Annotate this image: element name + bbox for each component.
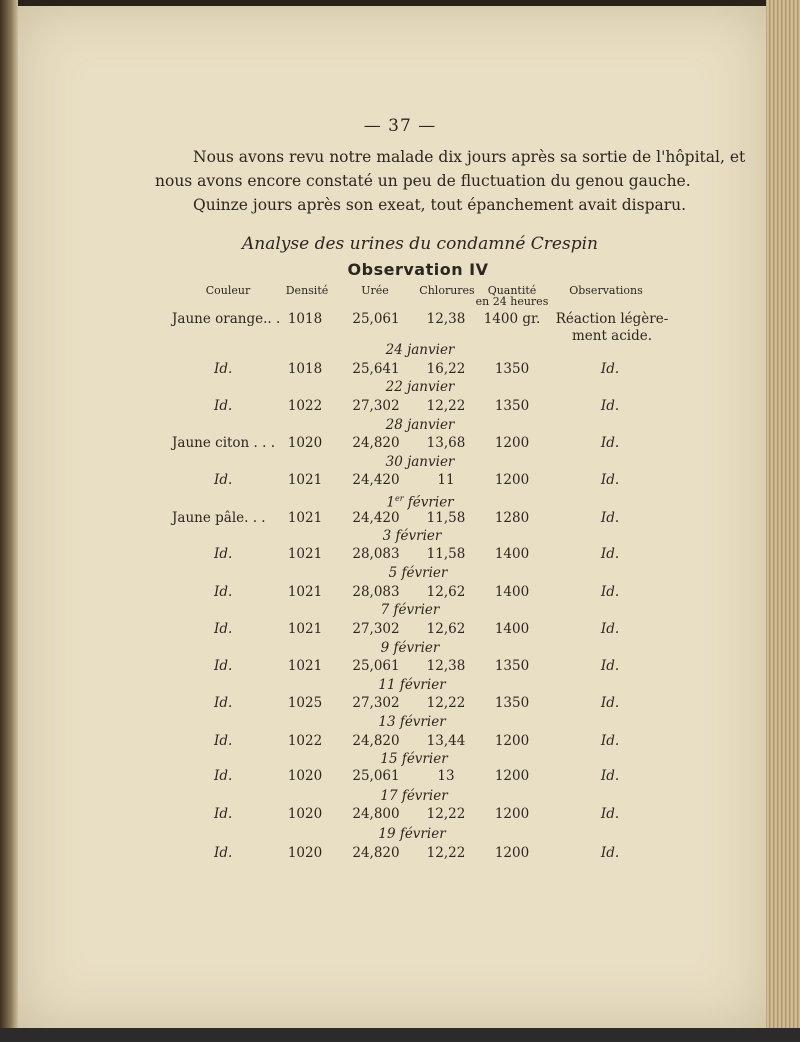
page-number: — 37 — (363, 116, 437, 136)
cell-densite: 1020 (287, 768, 323, 784)
cell-observations: Id. (600, 845, 620, 861)
cell-densite: 1021 (287, 546, 323, 562)
cell-observations: Id. (600, 621, 620, 637)
cell-observations: Id. (600, 768, 620, 784)
date-label: 15 février (380, 751, 448, 767)
cell-observations: Id. (600, 361, 620, 377)
cell-uree: 25,061 (352, 658, 400, 674)
cell-uree: 28,083 (352, 584, 400, 600)
cell-densite: 1022 (287, 733, 323, 749)
cell-densite: 1020 (287, 435, 323, 451)
date-label: 24 janvier (385, 342, 455, 358)
cell-couleur: Id. (214, 733, 233, 749)
cell-densite: 1021 (287, 584, 323, 600)
cell-couleur: Id. (214, 546, 233, 562)
col-header-observations: Observations (569, 284, 643, 297)
cell-densite: 1020 (287, 806, 323, 822)
cell-couleur: Id. (214, 768, 233, 784)
cell-quantite: 1200 (494, 768, 530, 784)
cell-chlorures: 12,62 (426, 621, 466, 637)
col-header-quantite-line2: en 24 heures (475, 295, 549, 308)
cell-observations: Id. (600, 733, 620, 749)
cell-chlorures: 11,58 (426, 510, 466, 526)
date-ordinal: er (394, 494, 404, 503)
cell-observations: Id. (600, 435, 620, 451)
cell-densite: 1021 (287, 658, 323, 674)
cell-chlorures: 12,22 (426, 806, 466, 822)
cell-chlorures: 13,44 (426, 733, 466, 749)
cell-chlorures: 13,68 (426, 435, 466, 451)
cell-quantite: 1200 (494, 472, 530, 488)
cell-couleur: Id. (214, 472, 233, 488)
cell-uree: 27,302 (352, 621, 400, 637)
cell-uree: 25,061 (352, 311, 400, 327)
cell-couleur: Jaune orange.. . (172, 311, 281, 327)
cell-chlorures: 12,22 (426, 398, 466, 414)
cell-observations: Réaction légère- (555, 311, 669, 327)
cell-quantite: 1350 (494, 658, 530, 674)
cell-chlorures: 12,38 (426, 311, 466, 327)
book-gutter (0, 0, 18, 1042)
cell-quantite: 1350 (494, 398, 530, 414)
date-label (386, 491, 453, 511)
cell-uree: 24,820 (352, 845, 400, 861)
cell-quantite: 1200 (494, 845, 530, 861)
date-label: 3 février (382, 528, 442, 544)
cell-uree: 25,061 (352, 768, 400, 784)
cell-uree: 25,641 (352, 361, 400, 377)
intro-paragraph (155, 145, 746, 217)
col-header-densite: Densité (285, 284, 329, 297)
cell-uree: 24,820 (352, 435, 400, 451)
cell-observations: Id. (600, 695, 620, 711)
cell-uree: 28,083 (352, 546, 400, 562)
cell-quantite: 1350 (494, 361, 530, 377)
cell-chlorures: 16,22 (426, 361, 466, 377)
cell-densite: 1021 (287, 510, 323, 526)
cell-observations: Id. (600, 510, 620, 526)
cell-couleur: Id. (214, 695, 233, 711)
cell-uree: 24,420 (352, 510, 400, 526)
cell-quantite: 1200 (494, 733, 530, 749)
cell-densite: 1022 (287, 398, 323, 414)
date-label: 9 février (380, 640, 440, 656)
paragraph-line: nous avons encore constaté un peu de fluctuation du genou gauche. (155, 172, 691, 190)
cell-chlorures: 11,58 (426, 546, 466, 562)
cell-quantite: 1200 (494, 435, 530, 451)
cell-densite: 1018 (287, 311, 323, 327)
cell-densite: 1021 (287, 472, 323, 488)
date-label: 28 janvier (385, 417, 455, 433)
cell-observations: Id. (600, 806, 620, 822)
col-header-uree: Urée (361, 284, 389, 297)
date-label: 22 janvier (385, 379, 455, 395)
cell-chlorures: 12,22 (426, 695, 466, 711)
cell-uree: 27,302 (352, 695, 400, 711)
cell-quantite: 1350 (494, 695, 530, 711)
cell-observations-cont: ment acide. (571, 328, 653, 344)
cell-couleur: Id. (214, 621, 233, 637)
cell-observations: Id. (600, 584, 620, 600)
cell-chlorures: 12,38 (426, 658, 466, 674)
observation-heading: Observation IV (347, 260, 489, 279)
cell-couleur: Jaune citon . . . (172, 435, 276, 451)
cell-quantite: 1400 gr. (483, 311, 541, 327)
cell-chlorures: 13 (437, 768, 455, 784)
paragraph-line: Nous avons revu notre malade dix jours après sa sortie de l'hôpital, et (193, 148, 746, 166)
date-label: 30 janvier (385, 454, 455, 470)
cell-densite: 1025 (287, 695, 323, 711)
cell-couleur: Jaune pâle. . . (172, 510, 266, 526)
paragraph-line: Quinze jours après son exeat, tout épanchement avait disparu. (193, 196, 687, 214)
cell-observations: Id. (600, 546, 620, 562)
cell-uree: 27,302 (352, 398, 400, 414)
cell-couleur: Id. (214, 361, 233, 377)
date-month: février (403, 494, 454, 511)
cell-quantite: 1400 (494, 546, 530, 562)
date-label: 19 février (378, 826, 446, 842)
col-header-quantite-line1: Quantité (487, 284, 537, 297)
cell-densite: 1021 (287, 621, 323, 637)
cell-densite: 1018 (287, 361, 323, 377)
cell-chlorures: 12,22 (426, 845, 466, 861)
date-label: 5 février (388, 565, 448, 581)
date-label: 11 février (378, 677, 446, 693)
cell-couleur: Id. (214, 806, 233, 822)
col-header-chlorures: Chlorures (419, 284, 475, 297)
col-header-couleur: Couleur (205, 284, 251, 297)
cell-quantite: 1400 (494, 621, 530, 637)
date-label: 7 février (380, 602, 440, 618)
cell-quantite: 1400 (494, 584, 530, 600)
cell-chlorures: 12,62 (426, 584, 466, 600)
cell-uree: 24,420 (352, 472, 400, 488)
cell-observations: Id. (600, 658, 620, 674)
date-label: 13 février (378, 714, 446, 730)
scan-bottom-border (0, 1028, 800, 1042)
cell-quantite: 1280 (494, 510, 530, 526)
cell-densite: 1020 (287, 845, 323, 861)
cell-couleur: Id. (214, 845, 233, 861)
date-day: 1 (386, 494, 395, 511)
cell-chlorures: 11 (437, 472, 455, 488)
table-title: Analyse des urines du condamné Crespin (242, 234, 598, 254)
cell-uree: 24,800 (352, 806, 400, 822)
cell-couleur: Id. (214, 398, 233, 414)
cell-couleur: Id. (214, 658, 233, 674)
cell-couleur: Id. (214, 584, 233, 600)
page-edges (766, 0, 800, 1042)
cell-observations: Id. (600, 398, 620, 414)
cell-quantite: 1200 (494, 806, 530, 822)
col-header-quantite (476, 285, 549, 307)
date-label: 17 février (380, 788, 448, 804)
cell-uree: 24,820 (352, 733, 400, 749)
cell-observations: Id. (600, 472, 620, 488)
